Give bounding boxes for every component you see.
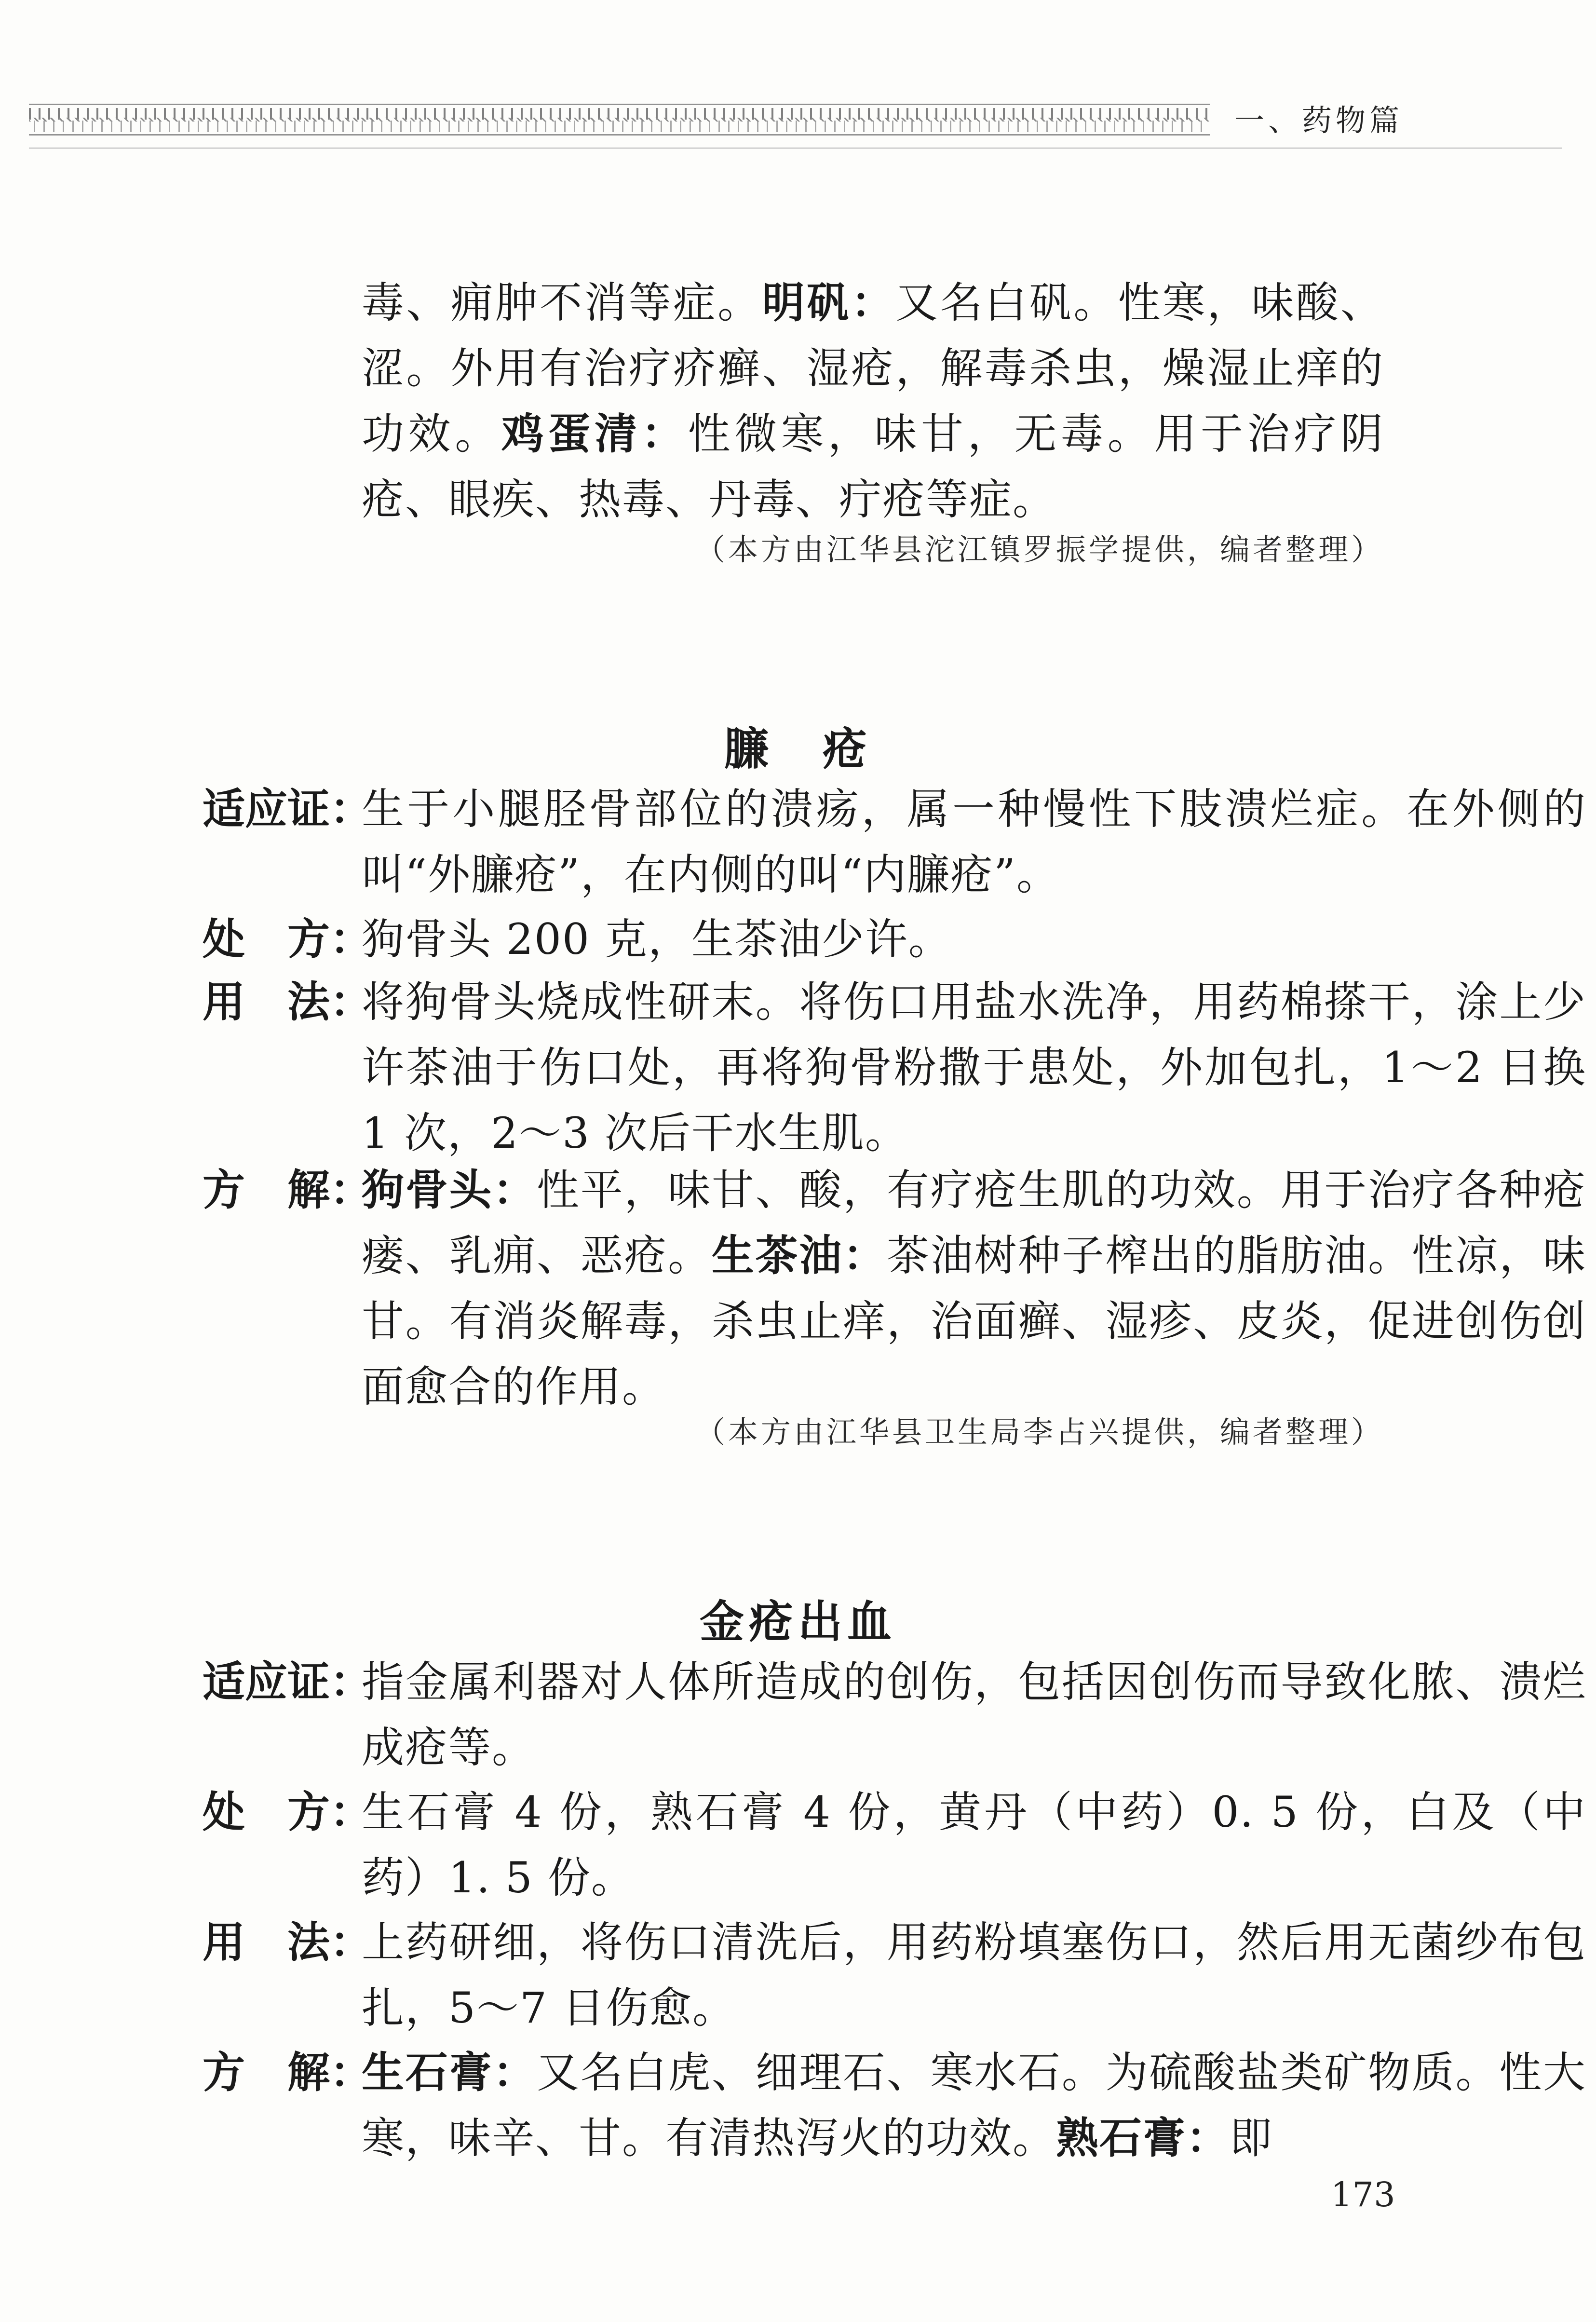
explanation-term-gypsum: 生石膏：	[362, 2048, 537, 2097]
explanation-text-gypsum: 又名白虎、细理石、寒水石。为硫酸盐类矿物质。性大寒，味辛、甘。有清热泻火的功效。	[362, 2048, 1586, 2163]
section1-credit: （本方由江华县卫生局李占兴提供，编者整理）	[695, 1414, 1384, 1450]
header-divider	[29, 148, 1562, 149]
usage-label: 用 法：	[203, 1917, 373, 1967]
intro-text-2: 又名白矾。性寒，味酸、涩。外用有治疗疥癣、湿疮，解毒杀虫，燥湿止痒的功效。	[362, 278, 1384, 459]
intro-term-alum: 明矾：	[762, 278, 896, 327]
running-header-title: 一、药物篇	[1234, 103, 1404, 138]
explanation-text-calcined-gypsum: 即	[1230, 2113, 1273, 2163]
explanation-text	[362, 1157, 1586, 1420]
indication-text: 生于小腿胫骨部位的溃疡，属一种慢性下肢溃烂症。在外侧的叫“外臁疮”，在内侧的叫“内臁疮”。	[362, 784, 1586, 899]
indication-label: 适应证：	[203, 1657, 373, 1707]
explanation-label: 方 解：	[203, 1165, 373, 1215]
explanation-text-dog-bone: 性平，味甘、酸，有疗疮生肌的功效。用于治疗各种疮瘘、乳痈、恶疮。	[362, 1165, 1586, 1280]
intro-credit: （本方由江华县沱江镇罗振学提供，编者整理）	[695, 532, 1384, 567]
usage-text: 将狗骨头烧成性研末。将伤口用盐水洗净，用药棉搽干，涂上少许茶油于伤口处，再将狗骨粉撒于患处，外加包扎，1～2 日换 1 次，2～3 次后干水生肌。	[362, 977, 1586, 1158]
prescription-label: 处 方：	[203, 1787, 373, 1837]
explanation-text	[362, 2040, 1586, 2171]
explanation-label: 方 解：	[203, 2048, 373, 2097]
header-ornament-border	[29, 104, 1210, 136]
explanation-term-calcined-gypsum: 熟石膏：	[1056, 2113, 1230, 2163]
prescription-label: 处 方：	[203, 914, 373, 964]
intro-text-1: 毒、痈肿不消等症。	[362, 278, 762, 327]
prescription-text: 生石膏 4 份，熟石膏 4 份，黄丹（中药）0. 5 份，白及（中药）1. 5 份。	[362, 1787, 1586, 1902]
explanation-text-tea-oil: 茶油树种子榨出的脂肪油。性凉，味甘。有消炎解毒，杀虫止痒，治面癣、湿疹、皮炎，促进创伤创面愈合的作用。	[362, 1231, 1586, 1412]
explanation-term-dog-bone: 狗骨头：	[362, 1165, 537, 1215]
intro-term-egg-white: 鸡蛋清：	[501, 409, 688, 459]
prescription-text: 狗骨头 200 克，生茶油少许。	[362, 914, 952, 964]
section-title-jinchuang: 金疮出血	[699, 1596, 896, 1648]
usage-text: 上药研细，将伤口清洗后，用药粉填塞伤口，然后用无菌纱布包扎，5～7 日伤愈。	[362, 1917, 1586, 2033]
intro-paragraph	[362, 270, 1384, 532]
usage-label: 用 法：	[203, 977, 373, 1027]
intro-text-3: 性微寒，味甘，无毒。用于治疗阴疮、眼疾、热毒、丹毒、疔疮等症。	[362, 409, 1384, 524]
explanation-term-tea-oil: 生茶油：	[711, 1231, 887, 1280]
page-number: 173	[1331, 2175, 1395, 2214]
indication-text: 指金属利器对人体所造成的创伤，包括因创伤而导致化脓、溃烂成疮等。	[362, 1657, 1586, 1772]
indication-label: 适应证：	[203, 784, 373, 834]
section-title-lianchuang: 臁 疮	[724, 723, 872, 775]
